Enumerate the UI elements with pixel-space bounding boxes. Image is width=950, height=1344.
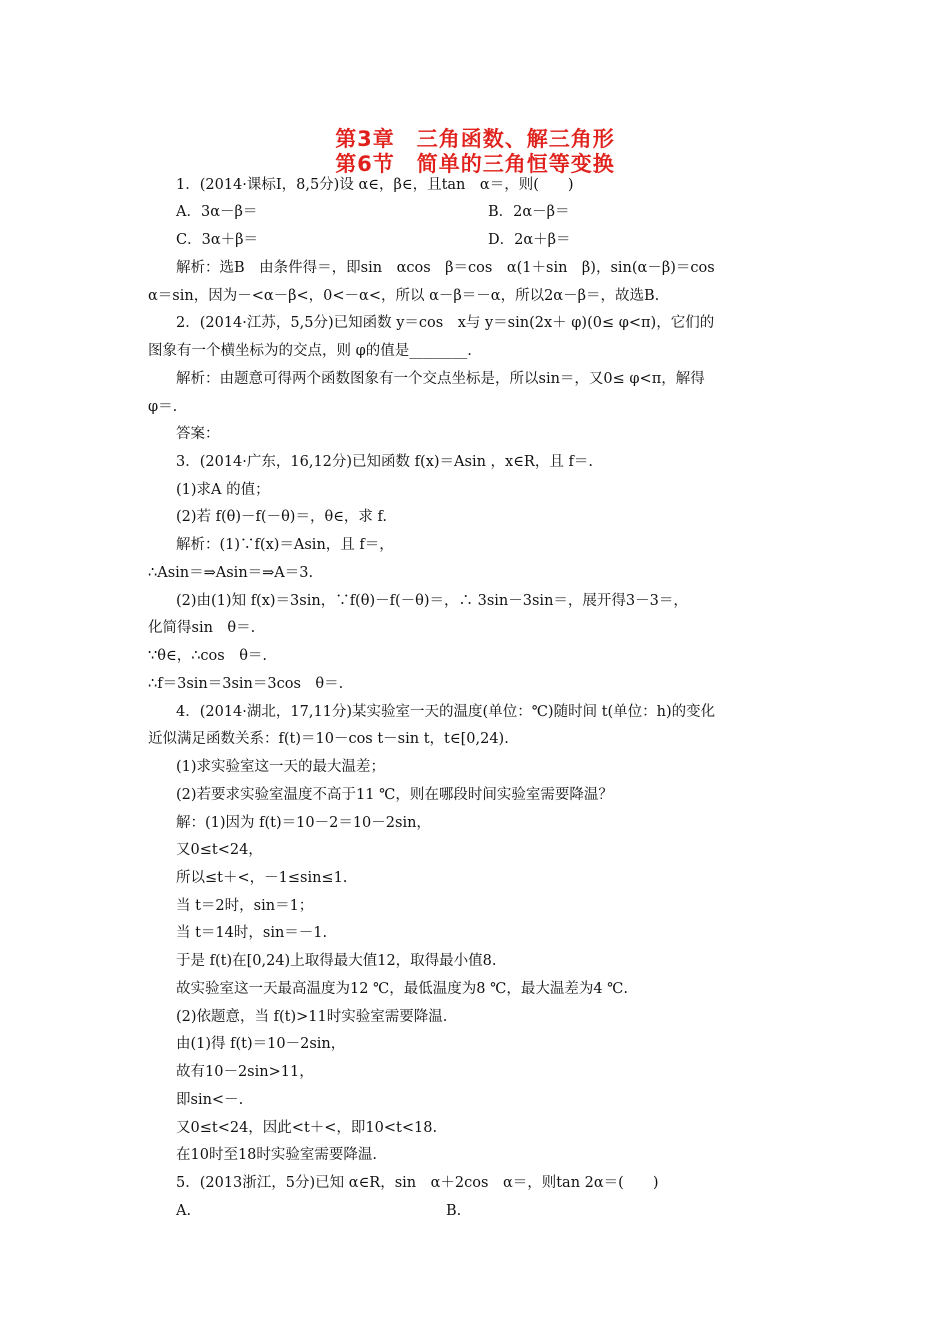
solution-line: 当 t＝2时，sin＝1； (176, 898, 314, 914)
solution-line: 解析：(1)∵f(x)＝Asin，且 f＝， (176, 537, 394, 553)
solution-line: 解析：选B 由条件得＝，即sin αcos β＝cos α(1＋sin β)，sin(α－β)＝cos (176, 260, 715, 276)
option-d: D．2α＋β＝ (488, 232, 571, 248)
solution-line: 解析：由题意可得两个函数图象有一个交点坐标是，所以sin＝，又0≤ φ<π，解得 (176, 371, 705, 387)
solution-line: 解：(1)因为 f(t)＝10－2＝10－2sin， (176, 815, 431, 831)
sub-question: (2)若要求实验室温度不高于11 ℃，则在哪段时间实验室需要降温？ (176, 787, 613, 803)
solution-line: 在10时至18时实验室需要降温. (176, 1147, 378, 1163)
option-b: B. (446, 1203, 462, 1219)
solution-line: φ＝. (148, 399, 178, 415)
solution-line: 所以≤t＋<，－1≤sin≤1. (176, 870, 348, 886)
question-4-stem: 近似满足函数关系：f(t)＝10－cos t－sin t，t∈[0,24). (148, 731, 509, 747)
question-2-stem: 2．(2014·江苏，5,5分)已知函数 y＝cos x与 y＝sin(2x＋ φ)(0≤ φ<π)，它们的 (176, 315, 715, 331)
question-5-stem: 5．(2013浙江，5分)已知 α∈R，sin α＋2cos α＝，则tan 2α＝( ) (176, 1175, 659, 1191)
answer-label: 答案： (176, 426, 220, 442)
solution-line: 又0≤t<24，因此<t＋<，即10<t<18. (176, 1120, 438, 1136)
solution-line: 化简得sin θ＝. (148, 620, 256, 636)
solution-line: ∴Asin＝⇒Asin＝⇒A＝3. (148, 565, 314, 581)
solution-line: 故实验室这一天最高温度为12 ℃，最低温度为8 ℃，最大温差为4 ℃. (176, 981, 628, 997)
sub-question: (1)求实验室这一天的最大温差； (176, 759, 386, 775)
solution-line: 由(1)得 f(t)＝10－2sin， (176, 1036, 346, 1052)
solution-line: (2)依题意，当 f(t)>11时实验室需要降温. (176, 1009, 448, 1025)
question-4-stem: 4．(2014·湖北，17,11分)某实验室一天的温度(单位：℃)随时间 t(单位：h)的变化 (176, 704, 716, 720)
solution-line: α＝sin，因为－<α－β<，0<－α<，所以 α－β＝－α，所以2α－β＝，故选B. (148, 288, 660, 304)
solution-line: 故有10－2sin>11， (176, 1064, 314, 1080)
option-a: A．3α－β＝ (176, 204, 258, 220)
sub-question: (1)求A 的值； (176, 482, 270, 498)
question-2-stem: 图象有一个横坐标为的交点，则 φ的值是________. (148, 343, 472, 359)
chapter-title: 第3章 三角函数、解三角形 (335, 127, 615, 151)
solution-line: ∴f＝3sin＝3sin＝3cos θ＝. (148, 676, 344, 692)
solution-line: 又0≤t<24， (176, 842, 263, 858)
option-a: A. (176, 1203, 192, 1219)
solution-line: 即sin<－. (176, 1092, 244, 1108)
option-b: B．2α－β＝ (488, 204, 570, 220)
question-1-stem: 1．(2014·课标Ⅰ，8,5分)设 α∈，β∈，且tan α＝，则( ) (176, 177, 574, 193)
section-title: 第6节 简单的三角恒等变换 (335, 152, 615, 176)
option-c: C．3α＋β＝ (176, 232, 258, 248)
solution-line: 当 t＝14时，sin＝－1. (176, 925, 328, 941)
solution-line: 于是 f(t)在[0,24)上取得最大值12，取得最小值8. (176, 953, 497, 969)
question-3-stem: 3．(2014·广东，16,12分)已知函数 f(x)＝Asin ，x∈R，且 f＝. (176, 454, 593, 470)
sub-question: (2)若 f(θ)－f(－θ)＝，θ∈，求 f. (176, 509, 387, 525)
solution-line: (2)由(1)知 f(x)＝3sin，∵f(θ)－f(－θ)＝，∴ 3sin－3sin＝，展开得3－3＝， (176, 593, 688, 609)
solution-line: ∵θ∈，∴cos θ＝. (148, 648, 268, 664)
